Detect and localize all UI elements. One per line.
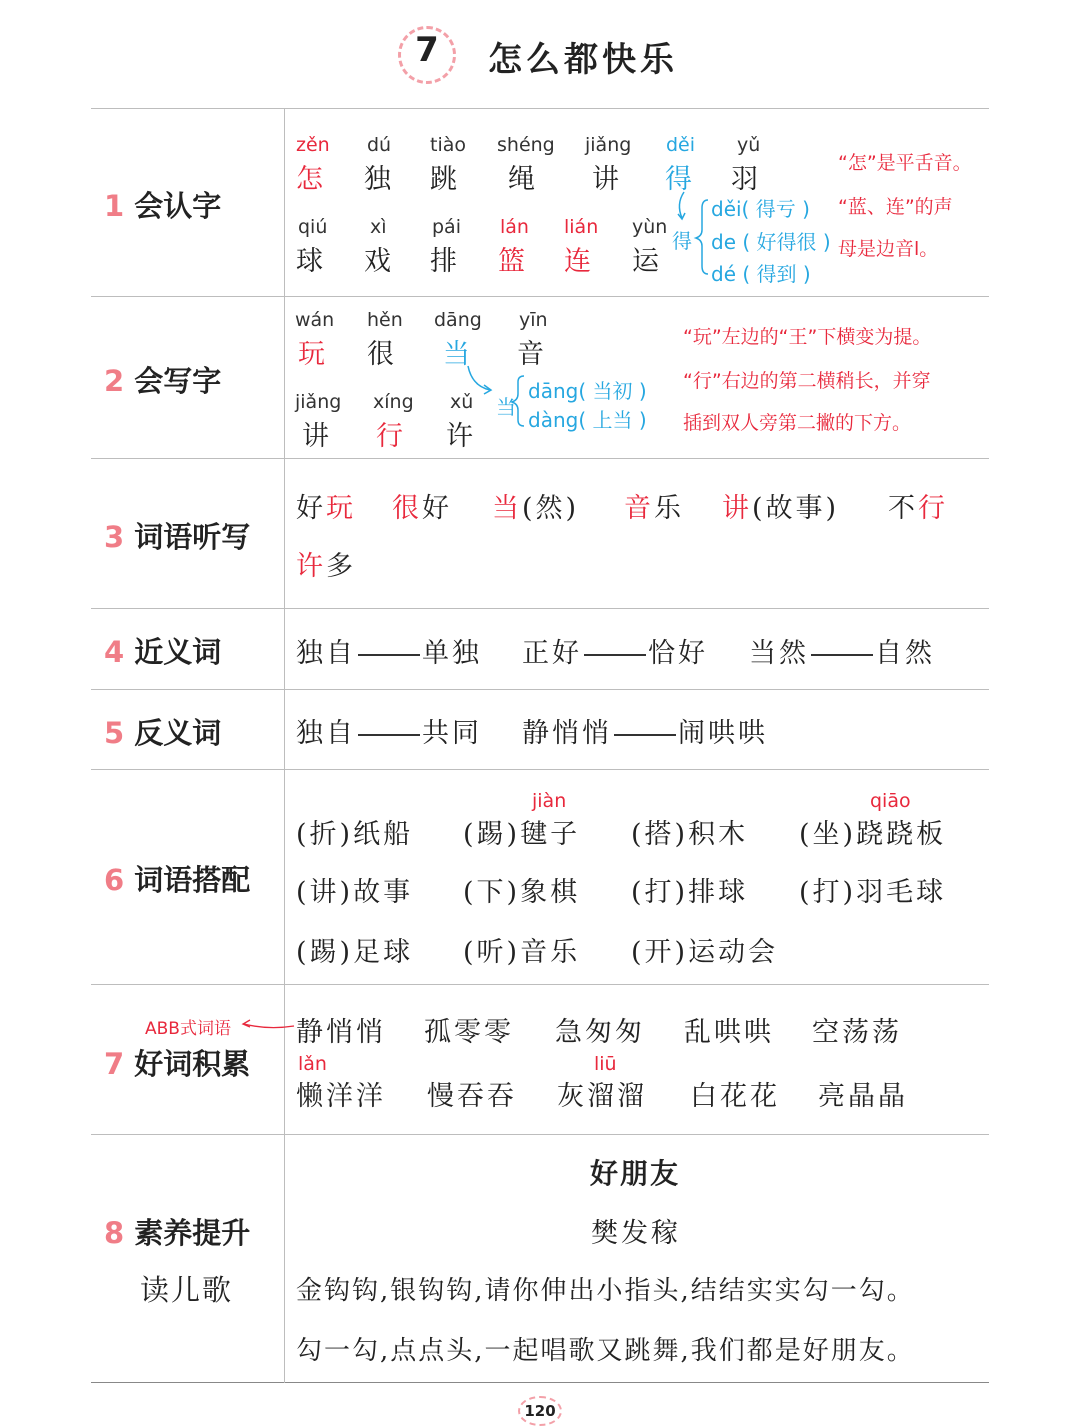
pinyin: shéng bbox=[497, 134, 555, 156]
character: 独 bbox=[364, 164, 391, 195]
pinyin: xǔ bbox=[450, 391, 474, 413]
character: 当 bbox=[443, 339, 470, 370]
poly-reading: dé ( 得到 ) bbox=[711, 262, 811, 286]
pinyin: lǎn bbox=[298, 1053, 327, 1075]
pinyin: lián bbox=[564, 216, 599, 238]
collocation: (讲)故事 bbox=[296, 877, 414, 908]
divider bbox=[91, 1134, 989, 1135]
pinyin: pái bbox=[432, 216, 461, 238]
pinyin: yǔ bbox=[737, 134, 761, 156]
note: “蓝、连”的声 bbox=[838, 196, 953, 218]
pinyin: qiú bbox=[298, 216, 328, 238]
character: 讲 bbox=[592, 164, 619, 195]
poem-title: 好朋友 bbox=[590, 1157, 681, 1190]
divider bbox=[91, 984, 989, 985]
collocation: (踢)毽子 bbox=[463, 819, 581, 850]
pinyin: yùn bbox=[632, 216, 668, 238]
character: 许 bbox=[446, 421, 473, 452]
divider bbox=[91, 296, 989, 297]
good-word: 懒洋洋 bbox=[296, 1081, 386, 1112]
divider bbox=[91, 458, 989, 459]
dictation-word: 音乐 bbox=[624, 493, 684, 524]
note: 插到双人旁第二撇的下方。 bbox=[683, 412, 912, 434]
dictation-word: 不行 bbox=[888, 493, 948, 524]
divider bbox=[91, 689, 989, 690]
poly-char: 得 bbox=[672, 229, 692, 253]
note: “怎”是平舌音。 bbox=[838, 152, 972, 174]
pinyin: zěn bbox=[296, 134, 330, 156]
divider bbox=[91, 608, 989, 609]
pinyin: jiǎng bbox=[295, 391, 342, 413]
pinyin: xì bbox=[370, 216, 387, 238]
section-1-label: 1 会认字 bbox=[104, 189, 222, 223]
character: 玩 bbox=[298, 339, 325, 370]
character: 篮 bbox=[498, 246, 525, 277]
character: 行 bbox=[376, 421, 403, 452]
collocation: (开)运动会 bbox=[631, 937, 779, 968]
good-word: 白花花 bbox=[690, 1081, 780, 1112]
note: 母是边音l。 bbox=[838, 238, 939, 260]
good-word: 静悄悄 bbox=[296, 1017, 386, 1048]
character: 运 bbox=[632, 246, 659, 277]
pinyin: lán bbox=[500, 216, 529, 238]
pinyin: děi bbox=[666, 134, 696, 156]
poly-char: 当 bbox=[496, 395, 516, 419]
divider bbox=[91, 1382, 989, 1383]
character: 音 bbox=[517, 339, 544, 370]
character: 绳 bbox=[508, 164, 535, 195]
poem-line: 勾一勾,点点头,一起唱歌又跳舞,我们都是好朋友。 bbox=[296, 1336, 915, 1366]
dictation-word: 好玩 bbox=[296, 493, 356, 524]
antonym-pair: 独自 共同 bbox=[296, 718, 482, 749]
collocation: (踢)足球 bbox=[296, 937, 414, 968]
note: “玩”左边的“王”下横变为提。 bbox=[683, 326, 932, 348]
synonym-pair: 当然 自然 bbox=[749, 638, 935, 669]
character: 跳 bbox=[430, 164, 457, 195]
dictation-word: 许多 bbox=[296, 551, 356, 582]
section-6-label: 6 词语搭配 bbox=[104, 863, 251, 897]
good-word: 灰溜溜 bbox=[557, 1081, 647, 1112]
pinyin: dāng bbox=[434, 309, 482, 331]
collocation: (下)象棋 bbox=[463, 877, 581, 908]
pinyin: hěn bbox=[367, 309, 403, 331]
abb-tag: ABB式词语 bbox=[145, 1019, 231, 1039]
good-word: 慢吞吞 bbox=[427, 1081, 517, 1112]
good-word: 孤零零 bbox=[424, 1017, 514, 1048]
lesson-number: 7 bbox=[415, 30, 439, 70]
poly-reading: de ( 好得很 ) bbox=[711, 230, 831, 254]
poem-line: 金钩钩,银钩钩,请你伸出小指头,结结实实勾一勾。 bbox=[296, 1276, 915, 1306]
character: 讲 bbox=[302, 421, 329, 452]
character: 排 bbox=[430, 246, 457, 277]
page-title: 怎么都快乐 bbox=[488, 40, 678, 80]
good-word: 乱哄哄 bbox=[684, 1017, 774, 1048]
divider bbox=[91, 108, 989, 109]
character: 羽 bbox=[731, 164, 758, 195]
character: 怎 bbox=[296, 164, 323, 195]
pinyin: xíng bbox=[373, 391, 414, 413]
page-number: 120 bbox=[524, 1402, 556, 1420]
pinyin: wán bbox=[295, 309, 335, 331]
character: 得 bbox=[665, 164, 692, 195]
pinyin: liū bbox=[594, 1053, 617, 1075]
dictation-word: 当(然) bbox=[492, 493, 580, 524]
character: 连 bbox=[564, 246, 591, 277]
pinyin: dú bbox=[367, 134, 392, 156]
poly-reading: dāng( 当初 ) bbox=[528, 379, 647, 403]
section-8-sublabel: 读儿歌 bbox=[140, 1273, 234, 1307]
good-word: 空荡荡 bbox=[812, 1017, 902, 1048]
collocation: (搭)积木 bbox=[631, 819, 749, 850]
collocation: (折)纸船 bbox=[296, 819, 414, 850]
character: 戏 bbox=[364, 246, 391, 277]
pinyin: yīn bbox=[519, 309, 548, 331]
character: 球 bbox=[296, 246, 323, 277]
collocation: (坐)跷跷板 bbox=[799, 819, 947, 850]
collocation: (打)排球 bbox=[631, 877, 749, 908]
section-4-label: 4 近义词 bbox=[104, 635, 222, 669]
column-divider bbox=[284, 108, 285, 1383]
collocation: (打)羽毛球 bbox=[799, 877, 947, 908]
synonym-pair: 独自 单独 bbox=[296, 638, 482, 669]
divider bbox=[91, 769, 989, 770]
arrow-annotation bbox=[240, 1018, 296, 1034]
note: “行”右边的第二横稍长，并穿 bbox=[683, 370, 931, 392]
section-7-label: 7 好词积累 bbox=[104, 1047, 251, 1081]
collocation: (听)音乐 bbox=[463, 937, 581, 968]
poly-reading: děi( 得亏 ) bbox=[711, 197, 810, 221]
section-3-label: 3 词语听写 bbox=[104, 520, 251, 554]
section-8-label: 8 素养提升 bbox=[104, 1216, 251, 1250]
dictation-word: 讲(故事) bbox=[722, 493, 840, 524]
pinyin: qiāo bbox=[870, 790, 911, 812]
pinyin: jiàn bbox=[532, 790, 567, 812]
good-word: 亮晶晶 bbox=[818, 1081, 908, 1112]
pinyin: tiào bbox=[430, 134, 466, 156]
good-word: 急匆匆 bbox=[555, 1017, 645, 1048]
dictation-word: 很好 bbox=[392, 493, 452, 524]
section-2-label: 2 会写字 bbox=[104, 364, 222, 398]
poly-reading: dàng( 上当 ) bbox=[528, 408, 647, 432]
synonym-pair: 正好 恰好 bbox=[522, 638, 708, 669]
poem-author: 樊发稼 bbox=[591, 1218, 681, 1249]
section-5-label: 5 反义词 bbox=[104, 716, 222, 750]
pinyin: jiǎng bbox=[585, 134, 632, 156]
antonym-pair: 静悄悄 闹哄哄 bbox=[522, 718, 768, 749]
character: 很 bbox=[367, 339, 394, 370]
